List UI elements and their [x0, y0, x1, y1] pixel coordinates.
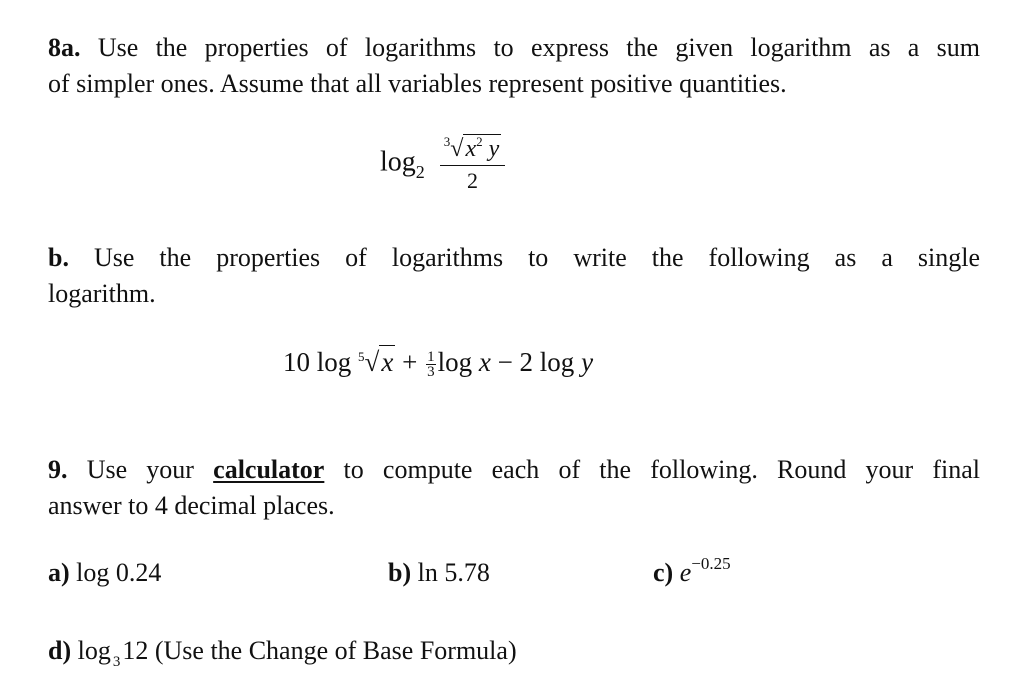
q8a-line2 [48, 66, 980, 102]
q8b-y: y [581, 347, 594, 377]
q8b-log2: log [437, 347, 473, 377]
q8a-text-line1: Use the properties of logarithms to express the given logarithm as a sum [97, 33, 981, 62]
q8b-expression [283, 345, 593, 379]
q9-part-d-base: 3 [112, 654, 121, 670]
q8b-text-line2: logarithm. [48, 279, 156, 308]
q9-part-d [48, 636, 517, 670]
q9-part-a-label: a) [48, 558, 70, 587]
q9-text-line2: answer to 4 decimal places. [48, 491, 335, 520]
q8b-coef3: 2 [519, 347, 534, 377]
q9-part-b-text: ln 5.78 [417, 558, 490, 587]
q8a-log-base: 2 [415, 162, 425, 183]
q8b-line2 [48, 276, 980, 312]
q9-part-a [48, 558, 161, 588]
q8b-log1: log [316, 347, 352, 377]
q8a-denominator: 2 [467, 168, 479, 193]
q8a-radicand [463, 134, 501, 163]
q9-part-c-exponent: −0.25 [691, 554, 731, 573]
q9-part-b-label: b) [388, 558, 412, 587]
q9-label: 9. [48, 455, 68, 484]
q8b-log3: log [539, 347, 575, 377]
q8a-label: 8a. [48, 33, 81, 62]
q9-part-c-label: c) [653, 558, 674, 587]
q8b-radical: √ [364, 347, 380, 377]
q9-part-d-arg: 12 [122, 636, 149, 665]
q9-line1 [48, 452, 980, 488]
q8b-radicand-x: x [381, 347, 394, 377]
q9-text-before: Use your [86, 455, 194, 484]
q8b-label: b. [48, 243, 69, 272]
q8b-plus: + [402, 347, 418, 377]
q8a-line1 [48, 30, 980, 66]
q8b-fraction-num: 1 [427, 349, 435, 366]
q9-part-d-label: d) [48, 636, 72, 665]
q8a-log: log [380, 146, 416, 178]
q8b-line1 [48, 240, 980, 276]
q8a-x-exponent: 2 [476, 134, 483, 149]
q9-part-d-note: (Use the Change of Base Formula) [154, 636, 517, 665]
q9-part-b [388, 558, 490, 588]
q9-text-after: to compute each of the following. Round your final [343, 455, 981, 484]
q8a-y: y [488, 136, 500, 162]
q8b-minus: − [497, 347, 513, 377]
q8b-text-line1: Use the properties of logarithms to write the following as a single [93, 243, 980, 272]
q8a-radical: √ [450, 136, 464, 162]
q9-part-a-text: log 0.24 [76, 558, 162, 587]
q8b-fraction [426, 350, 436, 379]
q8b-fraction-den: 3 [427, 364, 435, 381]
q8a-fraction [440, 134, 505, 194]
q8b-root-index: 5 [358, 349, 365, 364]
q9-calculator-emphasis: calculator [213, 455, 325, 484]
q9-part-d-log: log [77, 636, 111, 665]
q8a-expression [380, 134, 505, 194]
q8b-x2: x [478, 347, 491, 377]
q8a-numerator [440, 134, 505, 166]
q8a-text-line2: of simpler ones. Assume that all variables represent positive quantities. [48, 69, 787, 98]
q8a-root-index: 3 [443, 134, 451, 149]
q9-line2 [48, 488, 980, 524]
q8b-coef1: 10 [283, 347, 310, 377]
q8a-x: x [465, 136, 477, 162]
q9-part-c [653, 554, 731, 588]
q9-part-c-base: e [679, 558, 692, 587]
